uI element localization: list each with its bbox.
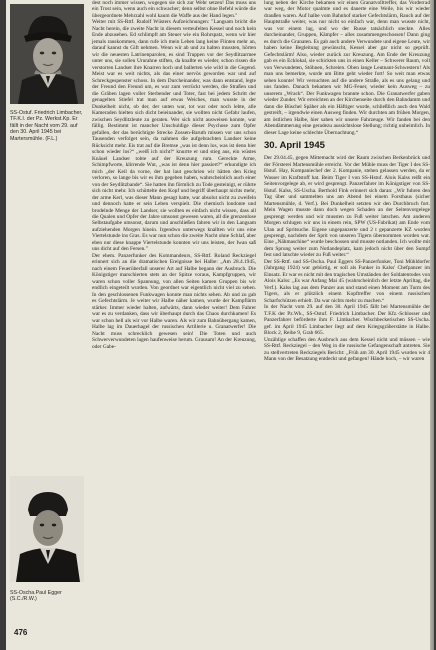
- soldier-portrait-image: [10, 4, 84, 104]
- book-spine-shadow: [430, 0, 434, 650]
- paragraph: Der ehem. Panzerfunker des Kommandeurs, SS-Rttf. Roland Reckziegel erinnert sich an die dramatischen Ereignisse bei Halbe: „Am 28.4.1945, nach einem Feuerüberfall unserer Art auf Halbe begann der Ausbruch. Die Königstiger marschierten stets an der Spitze voraus, Kampfgruppen, wir waren schon voller Spannung, von allen Seiten kamen Gruppen bis wir endlich eingeteilt wurden. Von geordnet war eigentlich nicht viel zu sehen. In den geschlossenen Funkwagen konnte man nichts sehen. Ab und zu gab es Gefechtslärm. Je weiter wir Halbe näher kamen, wurde der Kampflärm stärker. Immer wieder halten, aufwärts, dann wieder weiter! Dem Fahrer war es zu verdanken, dass wir überhaupt durch das Chaos durchkamen! Es war schon hell als wir vor Halbe waren. Als wir zum Bahnübergang kamen, Halbe lag im Dauerhagel der russischen Artillerie u. Granatwerfer! Die Nacht muss schrecklich gewesen sein! Die Toten und auch Schwerverwundeten lagen haufenweise herum. Grausam! An der Kreuzung, oder Gabe-: [92, 252, 256, 350]
- text-column-left: [92, 0, 256, 350]
- portrait-photo-limbacher: [10, 4, 84, 104]
- paragraph: lung neben der Kirche bekamen wir einen Granatvolltreffer, das Vorderrad war weg, der Motor qualmte und es dauerte eine Weile, bis wir wieder draußen waren. Auf halbe vom Bahnhof starker Gefechtslärm, Rauch auf der Hauptstraße weiter, was nur nicht so einfach war, denn man wusste nicht, was vor einem lag, und wo der Russe tatsächlich steckte. Alles durcheinander, Gruppen, Kämpfer – alles zusammengeschossen! Dann ging es durch die Granaten. Es gab auch andere Verwundete und eigene Leute, wir haben keine Begleitung gewünscht, Kessel aber gar nicht so geprüft. Gefechtslärm! Also, wieder zurück zur Kreuzung. Am Ende der Kreuzung gab es ein Ecklokal, sie schickten uns in einen Keller – Schwerer Raum, voll von Verwundeten, Stöhnen, Schreien. Oben lange Leutnant-Schwestern! Als man uns bemerkte, wurde um Bitte geht wieder fort! So weit man etwas sehen konnte! Wir versuchten auf die andere Straße, als es uns gelang und uns fanden. Danach bekamen wir MG-Feuer, wieder kein Ausweg – zu unserem „Wrack“. Der Funkwagen brannte schon. Die Granatwerfer gaben wieder Zunder. Wir erreichten an der Kirchenseite durch den Bahndamm und dann die Büschel Späher als ein Häftiger wurde, schließlich auch den Wald gestreift, – irgendwie einen Ausweg finden. Wir durchten am frühen Morgen, am östlichen Halbe, hier sahen wir unsere Fahrzeuge. Wir fanden bei den Abendämmerung eine geradezu aussichtslose Stellung; richtig unheimlich. In dieser Lage keine schlechte Übernachtung.“: [264, 0, 430, 136]
- paragraph: Unzählige schaffen den Ausbruch aus dem Kessel nicht und müssen – wie SS-Rttf. Reckziegel – den Weg in die russische Gefangenschaft antreten. Sie zu stellvertreten Reckziegels Bericht: „Früh am 30. April 1945 wurden wir 4 Mann von der Besatzung entdeckt und gefangen! Hände hoch, – wir waren: [264, 336, 430, 363]
- text-column-right: [264, 0, 430, 363]
- paragraph: Weiter mit SS-Rttf. Rudolf Wüsters Aufzeichnungen: "Langsam bricht die Nacht herein, die zweite Nacht in diesem verteufelten Kessel und noch kein Ende abzusehen. Ed schlimpft am Steuer wie ein Rohrspatz, wenn wir hier jemals rauskommen, dann rufe ich mein Leben lang keine Flinten mehr an, darauf kannst du Gift nehmen. Wenn wir ab und zu halten mussten, hörten wir die neuesten Latrinenparolen, es sind Truppen vor der Seydlitzarmee unter uns, sie sollen Ururahne stiften, da knallte es wieder, schon rissen die verstorten Landser ihre Knarren hoch und ballerten wie wild in die Gegend. Meist war es weit nichts, als das einer nervös geworden war und auf Schreckgespenster schoss. In dem Durcheinander, was dann entstand, legte der Freund den Freund um, es war zum verrückt werden, die Straßen und die Gräben lagen voller Sterbender und Toter, fast bei jedem Schritt der genagelten Stiefel trat man auf etwas Weiches, man wusste in der Dunkelheit nicht, ob der, der unten war, tot war oder noch lebte, alle Kameraden hielten sich dicht beieinander, sie wollten nicht Gefahr laufen, zwischen Seydlitzleute zu geraten. Wer sich nicht ausweisen konnte, war fällig. Bestimmt ist mancher Unschuldige dieser Psychose zum Opfer gefallen, der das berüchtigte Strecke Zossen-Baruth missen vor uns schon Tausenden verfolget sein, da nahmen die aufgebrachten Landser keine Rücksicht mehr. Eis trat auf die Bremse „was ist denn los, was ist denn hier schon wieder los?“ „weiß ich nicht!“ knurrte er und stieg aus, ein wüstes Knäuel Landser tobte auf der Kreuzung rum. Gereckte Arme, Schimpfworte, klirrende Wut, „was ist denn hier passiert?“ erkundigte ich mich „der Keil da vorne, der hat laut geschrien wir hätten den Krieg verloren, so lange bis wir es ihm gegeben haben, wahrscheinlich auch einer von der Seydlitzbande“. Sie hatten ihn förmlich zu Tode gesteinigt, er rührte sich nicht mehr. Ich schüttelte den Kopf und begriff überhaupt nichts mehr, der arme Kerl, was dieser Mann gesagt hatte, war absolut nicht zu zweifeln und dennoch hatte er sein Leben verspielt. Die chemisch londonte und brodelnde Menge der Landser, sie wollten es einfach nicht wissen, dass all die Qualen und Opfer der Jahre umsonst gewesen waren, all die grenzenlose Selbstaufgabe umsonst, darum und anschließen fahren wir in den Langsam aufziehenden Morgen hinein. Irgendwo unterwegs knallten wir uns eine Viertelstunde ins Gras. Es war nun schon die zweite Nacht ohne Schlaf, aber eben nur diese knappe Viertelstunde konnten wir uns leisten, der Iwan saß uns dicht auf den Fersen.": [92, 19, 256, 253]
- photo-caption-egger: SS-Oscha.Paul Egger (S.C./R.W.): [10, 590, 62, 603]
- portrait-photo-egger: [10, 476, 84, 582]
- paragraph: Der 29.04.45, gegen Mittemacht wird der Raum zwischen Berkenbrück und der Försterei Martensmühle erreicht. Vor der Mühle muss der Tiger I des SS-Hstuf. Hay, Kompaniechef der 2. Kompanie, stehen gelassen werden, da er Wasser im Kraftstoff hat. Beim Tiger I von SS-Hstuf. Alois Kalss reißt ein Seitenvorgelege ab, er wird gesprengt. Panzerfahrer im Königstiger von SS-Hstuf. Kalss, SS-Uscha. Berthold Fink erinnert sich daran: „Wir fuhren den Tag über und sammelten uns am Abend bei einem Forsthaus (sicher Martensmühle, d. Verf.). Bei Dunkelheit setzten wir den Durchbruch fort. Mein Wagen musste dann doch wegen Schaden an der Seitenvorgelege gesprengt werden und wir mussten zu Fuß weiter latschen. Am anderen Morgen schlugen wir uns in einem rein, SPW (US-Fabrikat) am Ende vom Ulan auf Spritsuche. Eigene ungepanzerte und 2 t gepanzerte KZ wurden gesprengt, nachdem der Sprit von unseren Tigern übernommen worden war. Eine „Nähmaschine“ wurde beschossen und musste notlanden. Ich wollte mit dem Sprung weiter zum Notlandeplatz, kam jedoch nicht über den Sumpf fest und latschte wieder zu Fuß weiter.“: [264, 155, 430, 259]
- book-page: [6, 0, 434, 650]
- paragraph: dest noch immer wissen, wogegen sie sich zur Wehr setzen! Das muss uns ein Trost sein, wenn auch ein schwacher; denn selbst ohne Befehl würde die übergeordnete Mehrzahl wohl kaum die Waffe aus der Hand legen.": [92, 0, 256, 19]
- photo-caption-limbacher: SS-Ostuf. Friedrich Limbacher, TF.K.I. der Pz. Werkst.Kp. Er fällt in der Nacht vom 29. auf den 30. April 1945 bei Martersmühle. (F.L.): [10, 110, 83, 142]
- soldier-portrait-image: [10, 476, 84, 582]
- section-heading: 30. April 1945: [264, 140, 325, 152]
- page-number: 476: [14, 628, 28, 637]
- paragraph: Der SS-Rttf. und SS-Oscha. Paul Eggers SS-Panzerfunker, Toni Mühldorfer (Jahrgang 1924) war gebürtig, er soll als Funker in Kalss' Chefpanzer im Einsatz. Er war es nicht mit den tragischen Umständen der Soldatentodes von Alois Kalss: „Es war Anfang Mai 45 (wahrscheinlich der letzte Apriltag, die Verf.). Kalss lag aus dem Panzer aus und stand einen Moment am Turm des Tigers, als er plötzlich einem Kopftreffer von einem russischen Scharfschützen erhielt. Da war nichts mehr zu machen.“: [264, 258, 430, 304]
- paragraph: In der Nacht vom 29. auf den 30. April 1945 fällt bei Martensmühle der T.F.K der Pz.Wk., SS-Ostuf. Friedrich Limbacher. Der Kfz.-Schlosser und Panzerfahrer beförderte ihm F. Limbacher. Wischbeckerischen SS-Uscha. gef. im April 1945 Limbacher liegt auf dem Kriegsgräberstätte in Halbe. Block 2, Reihe 9, Grab 665.: [264, 304, 430, 337]
